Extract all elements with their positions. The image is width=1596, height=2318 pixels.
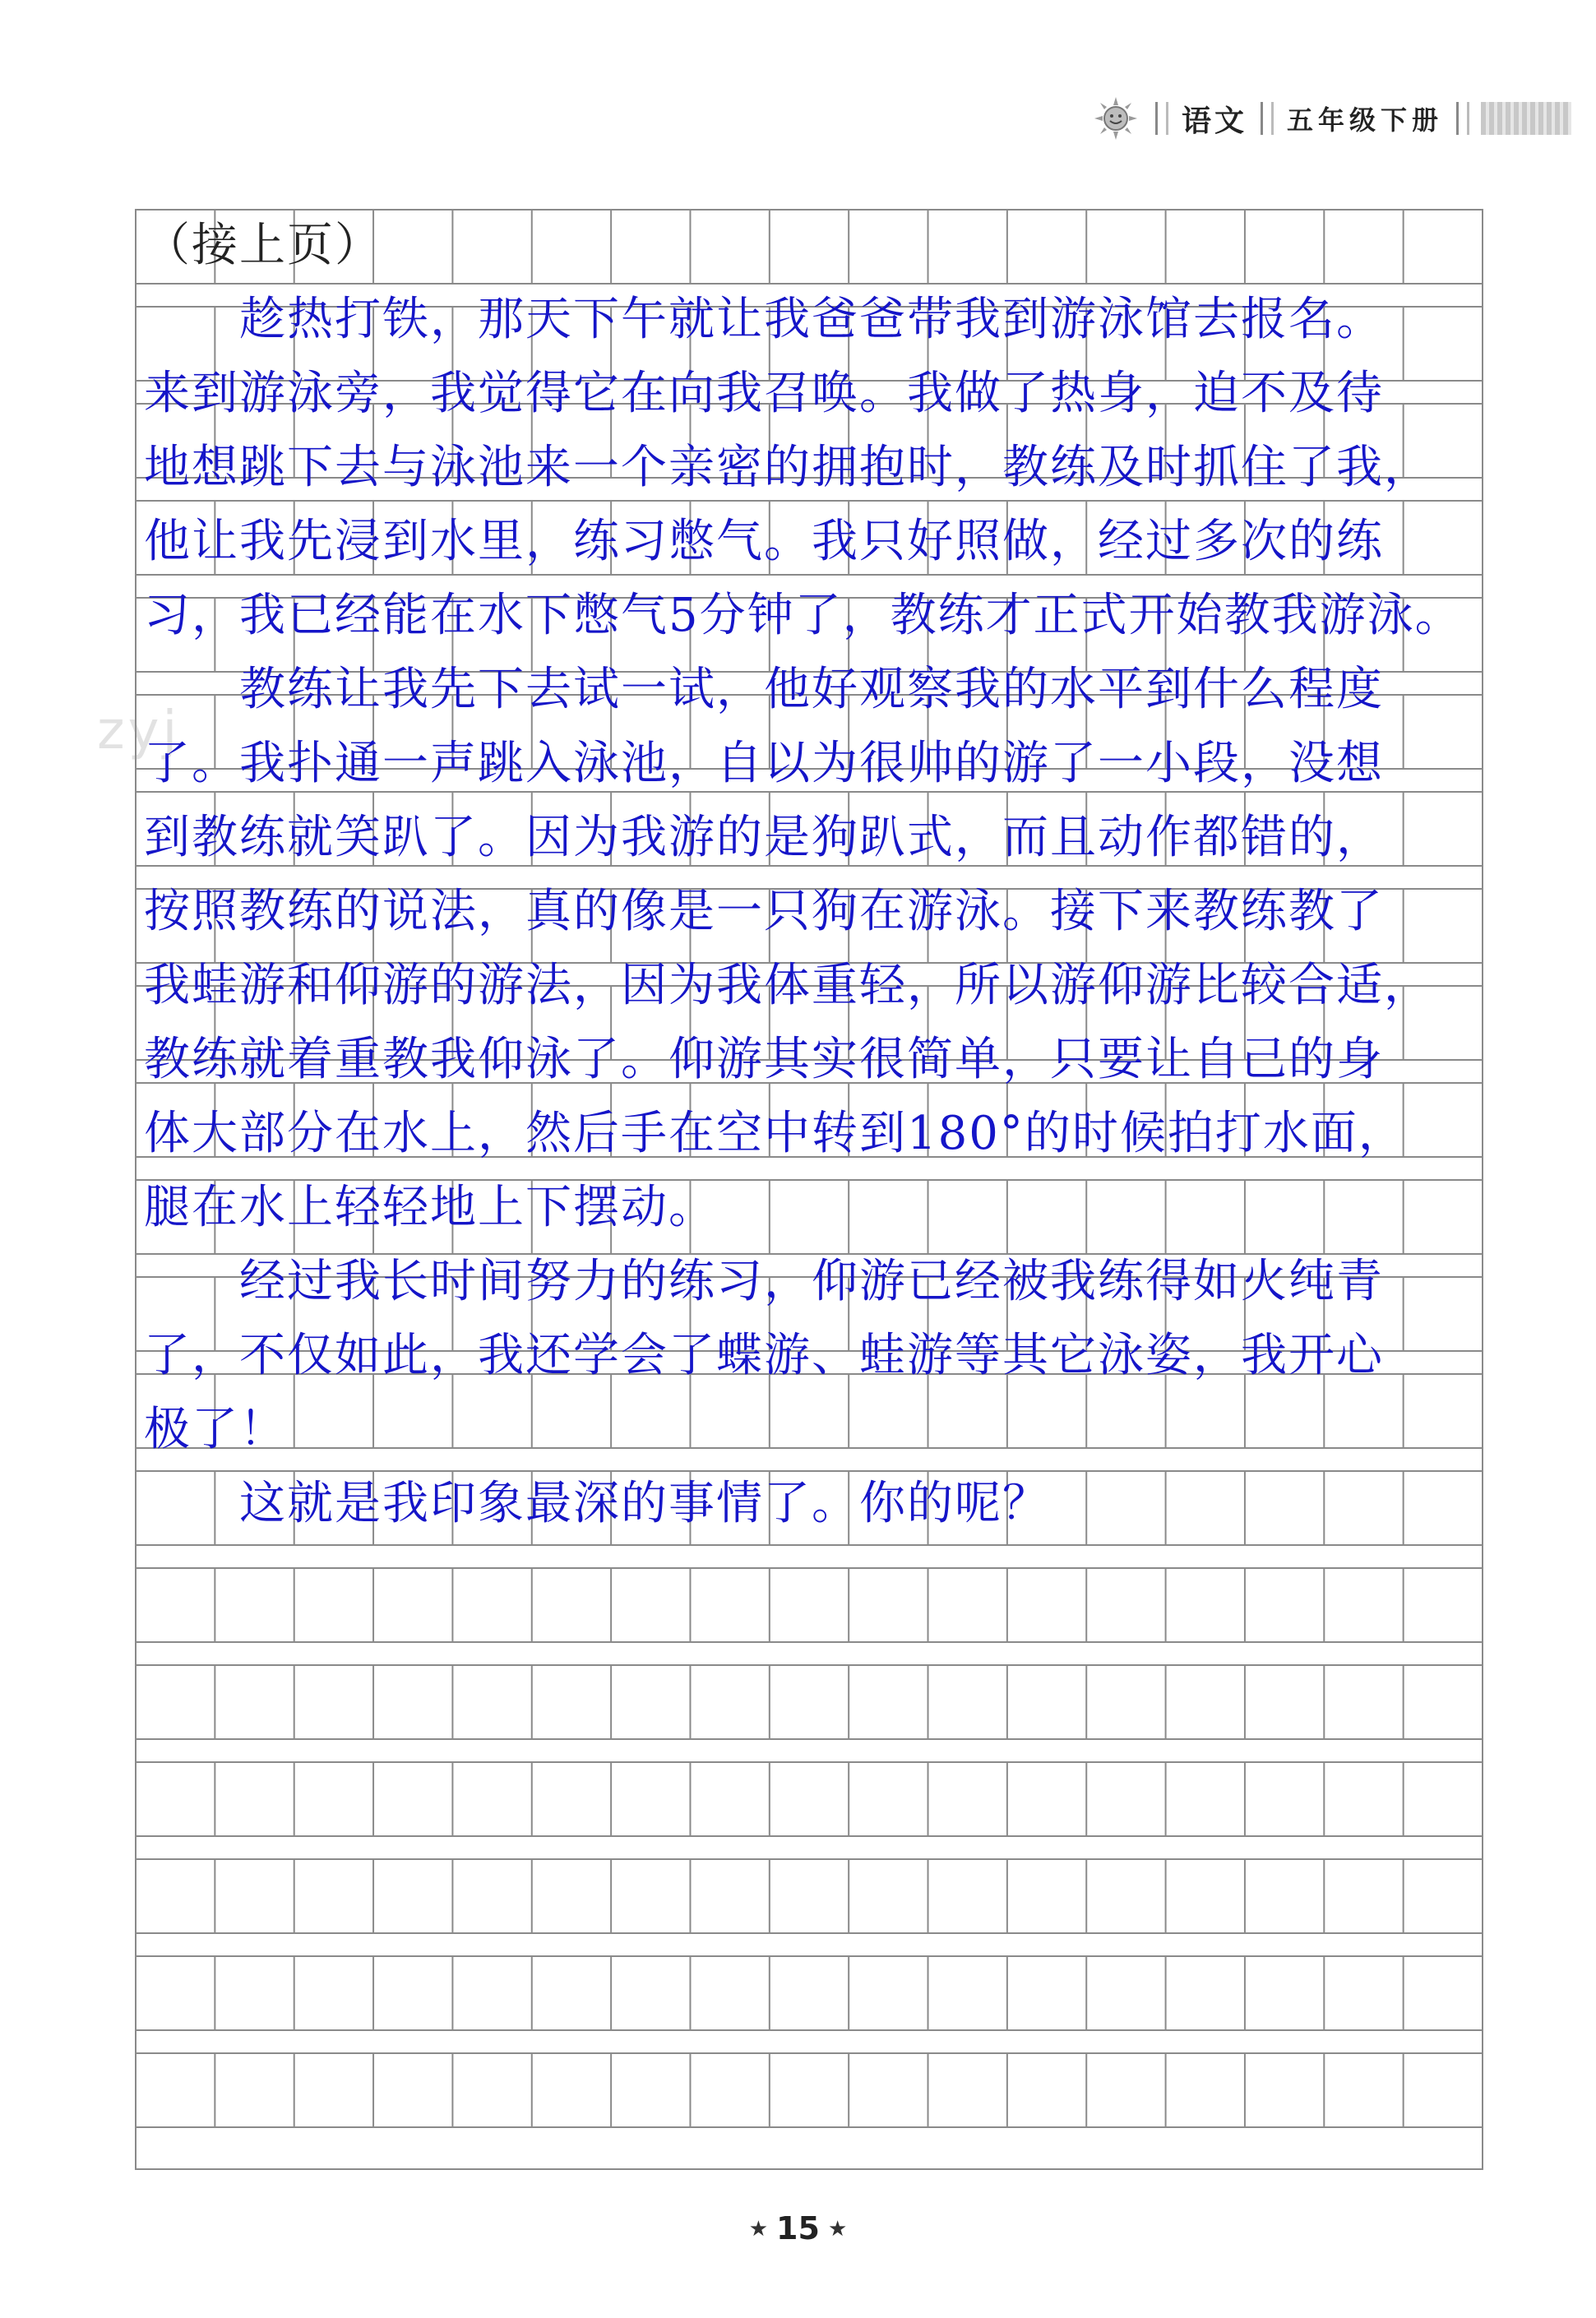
essay-line: 我蛙游和仰游的游法，因为我体重轻，所以游仰游比较合适，: [144, 959, 1432, 1012]
page-number-value: 15: [776, 2210, 820, 2246]
essay-line: 地想跳下去与泳池来一个亲密的拥抱时，教练及时抓住了我，: [144, 441, 1432, 494]
star-icon: ★: [748, 2217, 769, 2242]
essay-line: 腿在水上轻轻地上下摆动。: [144, 1181, 716, 1234]
essay-line: 经过我长时间努力的练习，仰游已经被我练得如火纯青: [144, 1255, 1384, 1308]
essay-line: 教练让我先下去试一试，他好观察我的水平到什么程度: [144, 663, 1384, 716]
essay-line: 趁热打铁，那天下午就让我爸爸带我到游泳馆去报名。: [144, 293, 1384, 346]
watermark: zyj: [97, 701, 181, 761]
essay-line: 这就是我印象最深的事情了。你的呢？: [144, 1477, 1050, 1530]
essay-line: 极了！: [144, 1403, 287, 1456]
grade-label: 五年级下册: [1286, 104, 1443, 136]
essay-line: 来到游泳旁，我觉得它在向我召唤。我做了热身，迫不及待: [144, 367, 1384, 420]
essay-line: 按照教练的说法，真的像是一只狗在游泳。接下来教练教了: [144, 885, 1384, 938]
essay-line: 习，我已经能在水下憋气5分钟了，教练才正式开始教我游泳。: [144, 589, 1463, 642]
star-icon: ★: [827, 2217, 848, 2242]
essay-line: 到教练就笑趴了。因为我游的是狗趴式，而且动作都错的，: [144, 811, 1384, 864]
subject-label: 语文: [1181, 104, 1247, 138]
essay-line: 体大部分在水上，然后手在空中转到180°的时候拍打水面，: [144, 1107, 1406, 1160]
essay-line: 了，不仅如此，我还学会了蝶游、蛙游等其它泳姿，我开心: [144, 1329, 1384, 1382]
continued-note: （接上页）: [144, 219, 382, 272]
essay-line: 了。我扑通一声跳入泳池，自以为很帅的游了一小段，没想: [144, 737, 1384, 790]
essay-line: 他让我先浸到水里，练习憋气。我只好照做，经过多次的练: [144, 515, 1384, 568]
page-number: [0, 2210, 1596, 2246]
essay-line: 教练就着重教我仰泳了。仰游其实很简单，只要让自己的身: [144, 1033, 1384, 1086]
